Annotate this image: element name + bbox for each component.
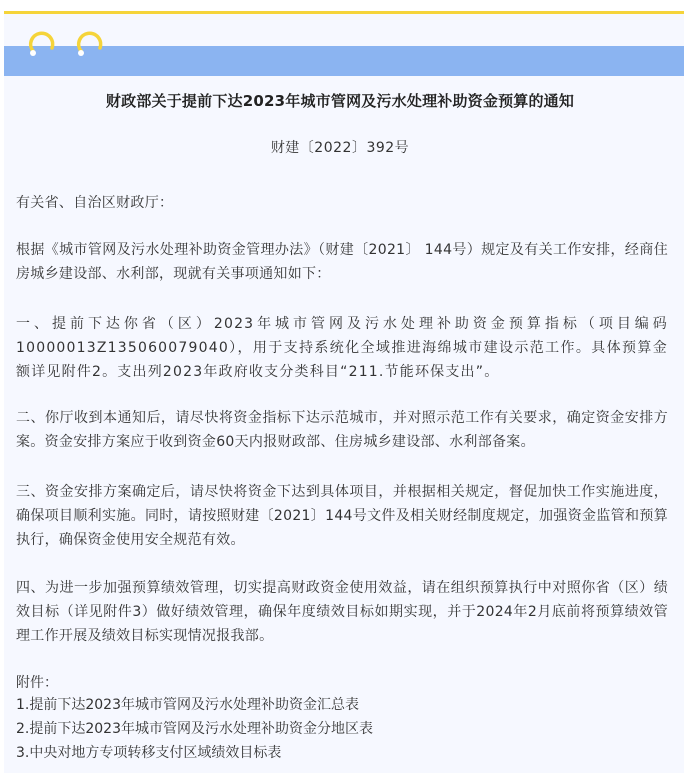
- paragraph-three: 三、资金安排方案确定后，请尽快将资金下达到具体项目，并根据相关规定，督促加快工作实施进度，确保项目顺利实施。同时，请按照财建〔2021〕144号文件及相关财经制度规定，加强资金监管和预算执行，确保资金使用安全规范有效。: [16, 484, 668, 548]
- attachment-item: 2.提前下达2023年城市管网及污水处理补助资金分地区表: [16, 721, 373, 737]
- attachments-label: 附件：: [16, 675, 58, 691]
- notice-card: [4, 11, 684, 773]
- salutation: 有关省、自治区财政厅：: [16, 195, 174, 211]
- notice-title: 财政部关于提前下达2023年城市管网及污水处理补助资金预算的通知: [105, 92, 575, 110]
- document-number: 财建〔2022〕392号: [270, 140, 410, 156]
- ring-binder-icon: [72, 22, 112, 62]
- paragraph-four: 四、为进一步加强预算绩效管理，切实提高财政资金使用效益，请在组织预算执行中对照你省（区）绩效目标（详见附件3）做好绩效管理，确保年度绩效目标如期实现，并于2024年2月底前将预算绩效管理工作开展及绩效目标实现情况报我部。: [16, 580, 668, 644]
- attachments-list: [16, 693, 373, 765]
- attachment-item: 1.提前下达2023年城市管网及污水处理补助资金汇总表: [16, 697, 359, 713]
- paragraph-intro: 根据《城市管网及污水处理补助资金管理办法》（财建〔2021〕 144号）规定及有关工作安排，经商住房城乡建设部、水利部，现就有关事项通知如下：: [16, 242, 668, 282]
- paragraph-two: 二、你厅收到本通知后，请尽快将资金指标下达示范城市，并对照示范工作有关要求，确定资金安排方案。资金安排方案应于收到资金60天内报财政部、住房城乡建设部、水利部备案。: [16, 410, 668, 450]
- attachment-item: 3.中央对地方专项转移支付区域绩效目标表: [16, 745, 282, 761]
- ring-binder-icon: [24, 22, 64, 62]
- paragraph-one: 一、提前下达你省（区）2023年城市管网及污水处理补助资金预算指标（项目编码10000013Z135060079040），用于支持系统化全域推进海绵城市建设示范工作。具体预算金额详见附件2。支出列2023年政府收支分类科目“211.节能环保支出”。: [16, 316, 668, 380]
